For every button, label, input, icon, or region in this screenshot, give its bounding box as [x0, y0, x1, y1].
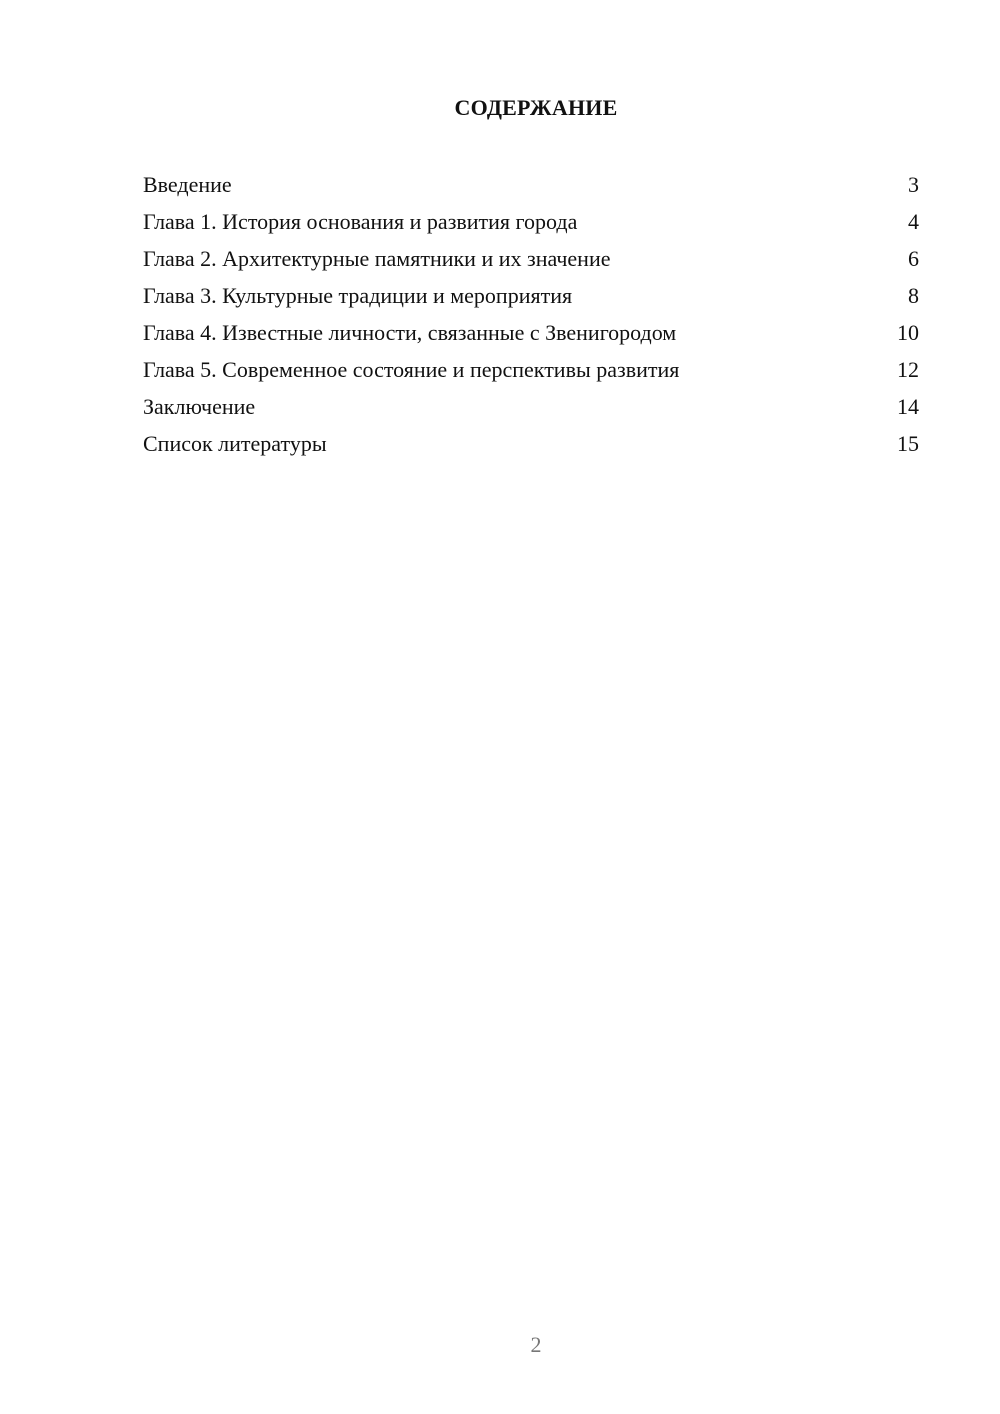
toc-entry — [143, 277, 919, 314]
toc-entry-label: Заключение — [143, 394, 256, 419]
toc-entry-page: 4 — [908, 209, 919, 234]
toc-entry-page: 6 — [908, 246, 919, 271]
toc-entry-label: Глава 4. Известные личности, связанные с Звенигородом — [143, 320, 677, 345]
toc-entry — [143, 388, 919, 425]
toc-entry — [143, 314, 919, 351]
toc-entry-page: 12 — [897, 357, 919, 382]
toc-entry — [143, 166, 919, 203]
toc-entry — [143, 425, 919, 462]
toc-entry-label: Введение — [143, 172, 232, 197]
toc-entry-label: Глава 2. Архитектурные памятники и их значение — [143, 246, 611, 271]
toc-entry-page: 3 — [908, 172, 919, 197]
page-number: 2 — [530, 1332, 542, 1357]
toc-entry-label: Список литературы — [143, 431, 327, 456]
toc-entry-label: Глава 1. История основания и развития города — [143, 209, 578, 234]
toc-entry-label: Глава 5. Современное состояние и перспективы развития — [143, 357, 680, 382]
toc-entry-page: 15 — [897, 431, 919, 456]
toc-entry — [143, 240, 919, 277]
toc-entry — [143, 351, 919, 388]
toc-entry — [143, 203, 919, 240]
toc-entry-page: 14 — [897, 394, 919, 419]
toc-entry-page: 10 — [897, 320, 919, 345]
toc-entry-page: 8 — [908, 283, 919, 308]
toc-entry-label: Глава 3. Культурные традиции и мероприятия — [143, 283, 573, 308]
table-of-contents — [143, 166, 919, 462]
toc-title: СОДЕРЖАНИЕ — [454, 95, 618, 120]
